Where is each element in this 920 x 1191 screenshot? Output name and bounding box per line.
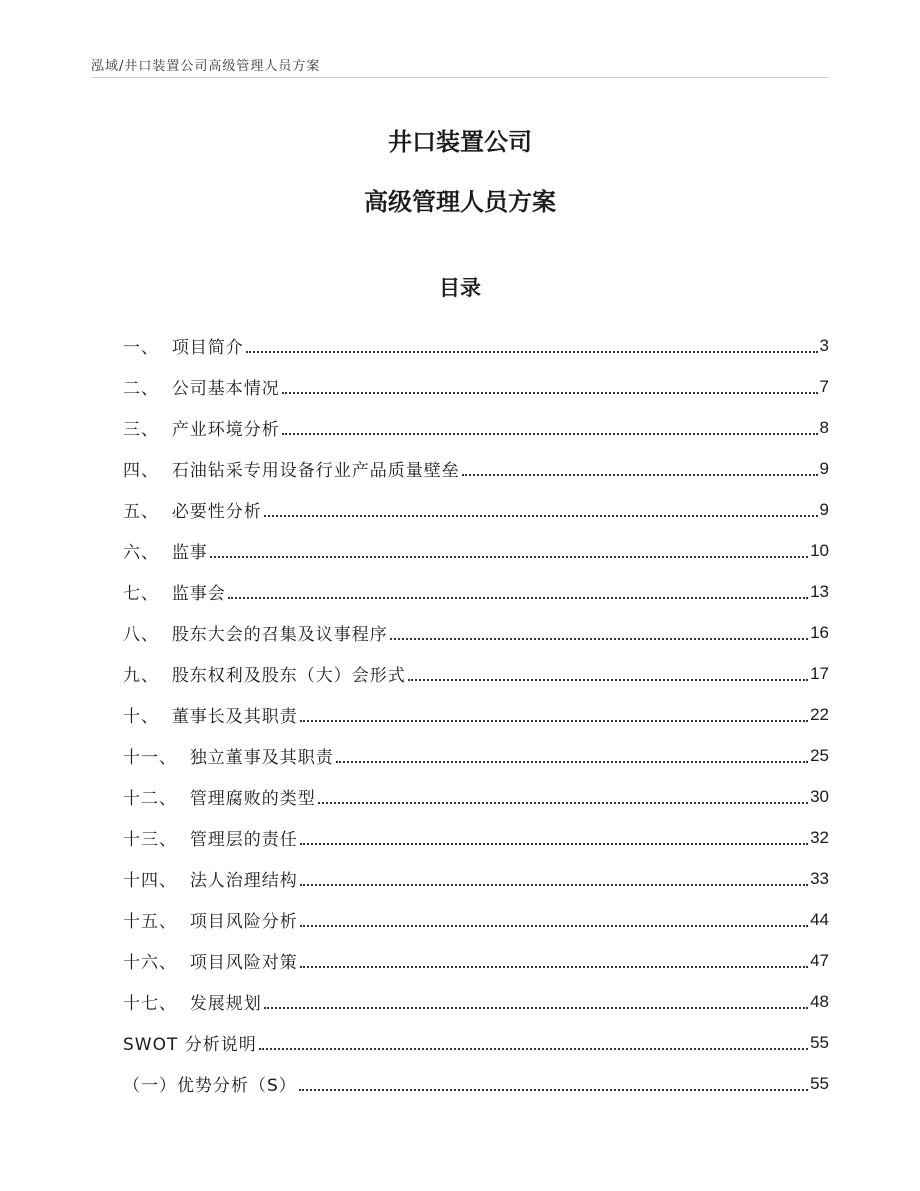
toc-entry-page: 55 <box>810 1073 829 1093</box>
toc-entry-label: 项目风险对策 <box>189 953 298 973</box>
toc-entry[interactable] <box>123 776 829 817</box>
toc-entry-title <box>123 538 208 563</box>
toc-entry-page: 9 <box>819 499 829 519</box>
toc-entry-page: 32 <box>810 827 829 847</box>
toc-entry[interactable] <box>123 735 829 776</box>
toc-dot-leader <box>228 597 808 599</box>
toc-entry-title <box>123 333 244 358</box>
toc-dot-leader <box>299 1089 808 1091</box>
toc-entry[interactable] <box>123 653 829 694</box>
toc-entry-title <box>123 702 298 727</box>
toc-entry[interactable] <box>123 489 829 530</box>
toc-entry-title <box>123 989 262 1014</box>
toc-entry[interactable] <box>123 858 829 899</box>
toc-entry-title <box>123 415 280 440</box>
toc-entry[interactable] <box>123 571 829 612</box>
toc-entry[interactable] <box>123 940 829 981</box>
toc-entry-label: 项目风险分析 <box>189 912 298 932</box>
toc-entry-title <box>123 743 334 768</box>
toc-entry-label: （一）优势分析（S） <box>123 1076 297 1096</box>
toc-entry-page: 30 <box>810 786 829 806</box>
toc-entry-title <box>123 1071 297 1096</box>
toc-entry-label: 发展规划 <box>189 994 262 1014</box>
toc-entry[interactable] <box>123 1022 829 1063</box>
toc-entry-page: 3 <box>819 335 829 355</box>
toc-dot-leader <box>336 761 808 763</box>
toc-entry-label: 产业环境分析 <box>171 420 280 440</box>
toc-entry-title <box>123 907 298 932</box>
toc-entry-label: 石油钻采专用设备行业产品质量壁垒 <box>171 461 460 481</box>
toc-heading: 目录 <box>439 276 481 300</box>
toc-dot-leader <box>300 884 808 886</box>
document-title-line-2: 高级管理人员方案 <box>364 188 556 216</box>
toc-dot-leader <box>282 392 818 394</box>
toc-entry-number: 一、 <box>123 338 159 358</box>
toc-entry-page: 8 <box>819 417 829 437</box>
toc-entry-title <box>123 784 316 809</box>
toc-entry-page: 7 <box>819 376 829 396</box>
toc-entry-title <box>123 866 298 891</box>
toc-entry[interactable] <box>123 366 829 407</box>
toc-dot-leader <box>259 1048 808 1050</box>
toc-dot-leader <box>300 925 808 927</box>
toc-entry-title <box>123 374 280 399</box>
toc-entry-label: 监事 <box>171 543 208 563</box>
toc-entry-page: 47 <box>810 950 829 970</box>
toc-entry[interactable] <box>123 899 829 940</box>
toc-entry-number: 八、 <box>123 625 159 645</box>
toc-entry-number: 四、 <box>123 461 159 481</box>
toc-entry-page: 48 <box>810 991 829 1011</box>
toc-entry-title <box>123 620 388 645</box>
toc-entry-number: 十四、 <box>123 871 177 891</box>
toc-entry-label: 管理层的责任 <box>189 830 298 850</box>
table-of-contents <box>123 325 829 1104</box>
toc-entry[interactable] <box>123 325 829 366</box>
toc-entry-title <box>123 948 298 973</box>
toc-entry-number: 十、 <box>123 707 159 727</box>
toc-entry-number: 三、 <box>123 420 159 440</box>
toc-entry-title <box>123 825 298 850</box>
toc-entry-label: 独立董事及其职责 <box>189 748 334 768</box>
toc-dot-leader <box>318 802 808 804</box>
toc-entry-page: 16 <box>810 622 829 642</box>
toc-entry-title <box>123 1030 257 1055</box>
toc-entry-title <box>123 579 226 604</box>
toc-entry-page: 22 <box>810 704 829 724</box>
toc-dot-leader <box>264 515 818 517</box>
toc-dot-leader <box>300 843 808 845</box>
toc-dot-leader <box>300 720 808 722</box>
toc-entry[interactable] <box>123 981 829 1022</box>
toc-entry-label: 管理腐败的类型 <box>189 789 316 809</box>
toc-entry-number: 十六、 <box>123 953 177 973</box>
toc-dot-leader <box>246 351 818 353</box>
toc-entry-title <box>123 497 262 522</box>
toc-entry-number: 十五、 <box>123 912 177 932</box>
toc-entry[interactable] <box>123 612 829 653</box>
toc-entry-label: 股东权利及股东（大）会形式 <box>171 666 406 686</box>
toc-dot-leader <box>390 638 808 640</box>
toc-dot-leader <box>264 1007 808 1009</box>
toc-entry-label: 公司基本情况 <box>171 379 280 399</box>
toc-entry-number: 二、 <box>123 379 159 399</box>
toc-entry-title <box>123 661 406 686</box>
toc-entry-page: 55 <box>810 1032 829 1052</box>
toc-entry-page: 13 <box>810 581 829 601</box>
toc-entry[interactable] <box>123 1063 829 1104</box>
toc-entry-page: 44 <box>810 909 829 929</box>
toc-dot-leader <box>282 433 818 435</box>
toc-entry-title <box>123 456 460 481</box>
toc-entry-number: 十三、 <box>123 830 177 850</box>
toc-dot-leader <box>300 966 808 968</box>
toc-entry-label: 董事长及其职责 <box>171 707 298 727</box>
toc-entry-label: 项目简介 <box>171 338 244 358</box>
header-divider <box>91 77 829 78</box>
toc-entry[interactable] <box>123 448 829 489</box>
toc-entry-page: 10 <box>810 540 829 560</box>
toc-entry-page: 17 <box>810 663 829 683</box>
toc-entry[interactable] <box>123 694 829 735</box>
toc-entry-page: 33 <box>810 868 829 888</box>
toc-entry[interactable] <box>123 407 829 448</box>
toc-entry-page: 9 <box>819 458 829 478</box>
toc-entry-number: 十二、 <box>123 789 177 809</box>
toc-entry-page: 25 <box>810 745 829 765</box>
running-header: 泓域/井口装置公司高级管理人员方案 <box>91 59 321 74</box>
toc-entry-number: 九、 <box>123 666 159 686</box>
toc-entry-label: 必要性分析 <box>171 502 262 522</box>
toc-entry-number: 十一、 <box>123 748 177 768</box>
toc-entry-number: 十七、 <box>123 994 177 1014</box>
toc-dot-leader <box>462 474 818 476</box>
toc-entry-number: 六、 <box>123 543 159 563</box>
toc-entry-label: SWOT 分析说明 <box>123 1035 257 1055</box>
toc-dot-leader <box>210 556 808 558</box>
toc-entry-label: 法人治理结构 <box>189 871 298 891</box>
toc-entry-number: 五、 <box>123 502 159 522</box>
toc-entry-number: 七、 <box>123 584 159 604</box>
toc-entry[interactable] <box>123 817 829 858</box>
toc-entry-label: 股东大会的召集及议事程序 <box>171 625 388 645</box>
toc-entry[interactable] <box>123 530 829 571</box>
document-title-line-1: 井口装置公司 <box>388 128 532 156</box>
toc-dot-leader <box>408 679 808 681</box>
toc-entry-label: 监事会 <box>171 584 226 604</box>
